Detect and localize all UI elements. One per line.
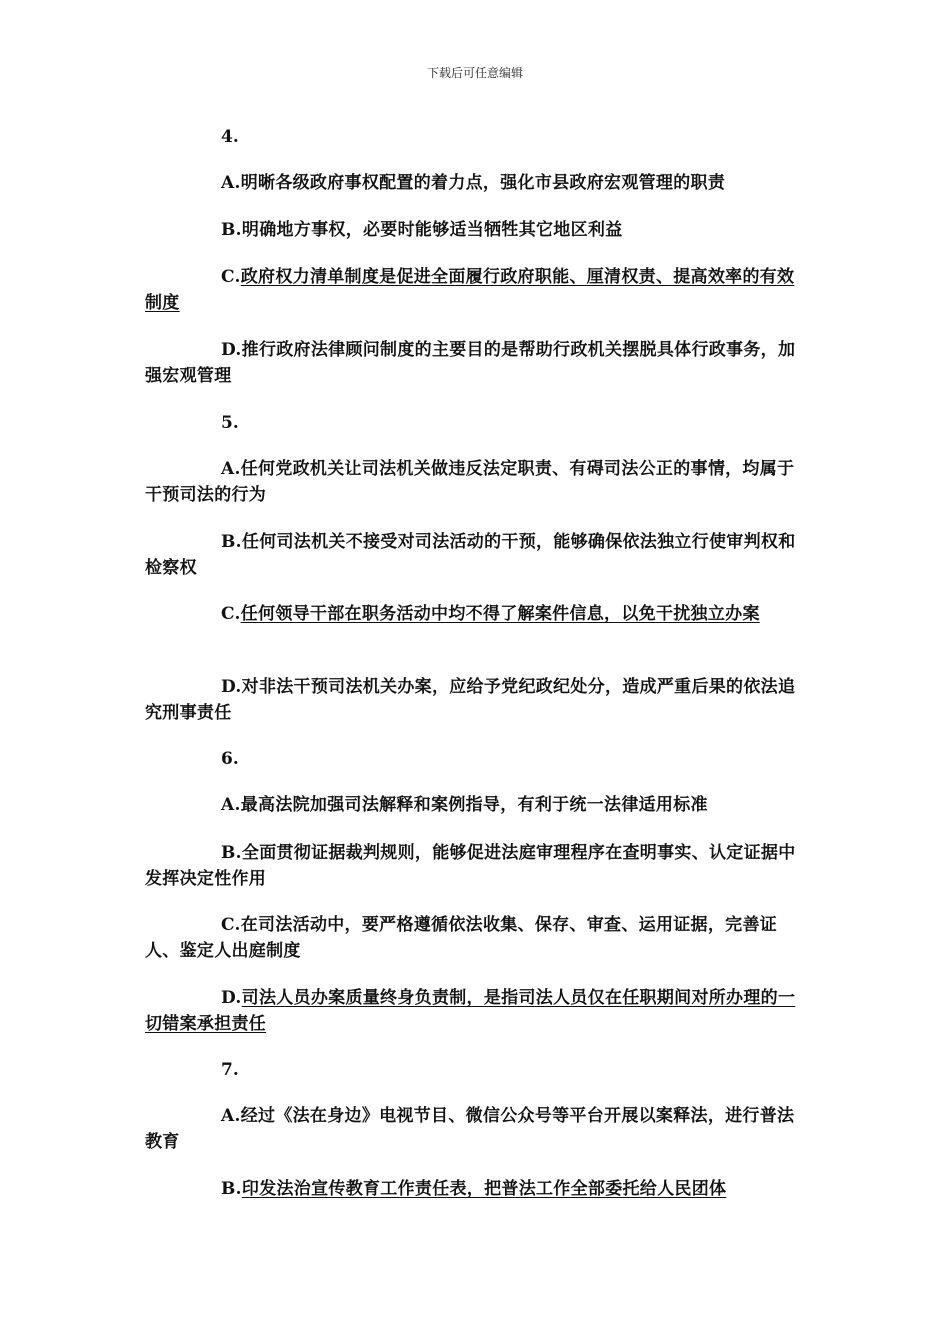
option-letter: C. [221, 915, 241, 935]
option-5a [145, 456, 805, 508]
option-letter: A. [221, 795, 241, 815]
option-text: 最高法院加强司法解释和案例指导，有利于统一法律适用标准 [240, 795, 708, 815]
question-number: 6. [221, 749, 239, 769]
option-text: 明确地方事权，必要时能够适当牺牲其它地区利益 [241, 220, 623, 240]
option-text: 对非法干预司法机关办案，应给予党纪政纪处分，造成严重后果的依法追究刑事责任 [145, 677, 796, 723]
question-number: 7. [221, 1060, 239, 1080]
question-number: 5. [221, 413, 239, 433]
option-4d [145, 337, 805, 389]
option-5b [145, 529, 805, 581]
option-text: 经过《法在身边》电视节目、微信公众号等平台开展以案释法，进行普法教育 [145, 1106, 795, 1152]
option-letter: C. [221, 604, 241, 624]
option-text: 在司法活动中，要严格遵循依法收集、保存、审查、运用证据，完善证人、鉴定人出庭制度 [145, 915, 778, 961]
option-text: 任何司法机关不接受对司法活动的干预，能够确保依法独立行使审判权和检察权 [145, 532, 796, 578]
option-5d [145, 674, 805, 726]
option-text: 任何党政机关让司法机关做违反法定职责、有碍司法公正的事情，均属于干预司法的行为 [145, 459, 795, 505]
option-text-underlined: 印发法治宣传教育工作责任表，把普法工作全部委托给人民团体 [241, 1179, 727, 1199]
option-4c [145, 264, 805, 316]
option-letter: B. [221, 220, 242, 240]
option-text: 全面贯彻证据裁判规则，能够促进法庭审理程序在查明事实、认定证据中发挥决定性作用 [145, 843, 796, 889]
question-number: 4. [221, 127, 239, 147]
option-letter: B. [221, 1179, 242, 1199]
option-4a [145, 170, 805, 196]
option-6b [145, 840, 805, 892]
option-text-underlined: 司法人员办案质量终身负责制，是指司法人员仅在任职期间对所办理的一切错案承担责任 [145, 988, 796, 1034]
option-text-underlined: 政府权力清单制度是促进全面履行政府职能、厘清权责、提高效率的有效制度 [145, 267, 795, 313]
option-7b [145, 1176, 805, 1202]
option-6a [145, 792, 805, 818]
option-6d [145, 985, 805, 1037]
option-letter: D. [221, 677, 242, 697]
page-header: 下载后可任意编辑 [426, 66, 523, 80]
option-text-underlined: 任何领导干部在职务活动中均不得了解案件信息，以免干扰独立办案 [240, 604, 760, 624]
option-letter: A. [221, 173, 241, 193]
option-letter: B. [221, 532, 242, 552]
option-text: 推行政府法律顾问制度的主要目的是帮助行政机关摆脱具体行政事务，加强宏观管理 [145, 340, 796, 386]
option-letter: D. [221, 340, 242, 360]
option-letter: B. [221, 843, 242, 863]
option-letter: C. [221, 267, 241, 287]
option-letter: D. [221, 988, 242, 1008]
option-letter: A. [221, 1106, 241, 1126]
option-4b [145, 217, 805, 243]
option-letter: A. [221, 459, 241, 479]
option-7a [145, 1103, 805, 1155]
option-6c [145, 912, 805, 964]
option-5c [145, 601, 805, 627]
option-text: 明晰各级政府事权配置的着力点，强化市县政府宏观管理的职责 [240, 173, 726, 193]
